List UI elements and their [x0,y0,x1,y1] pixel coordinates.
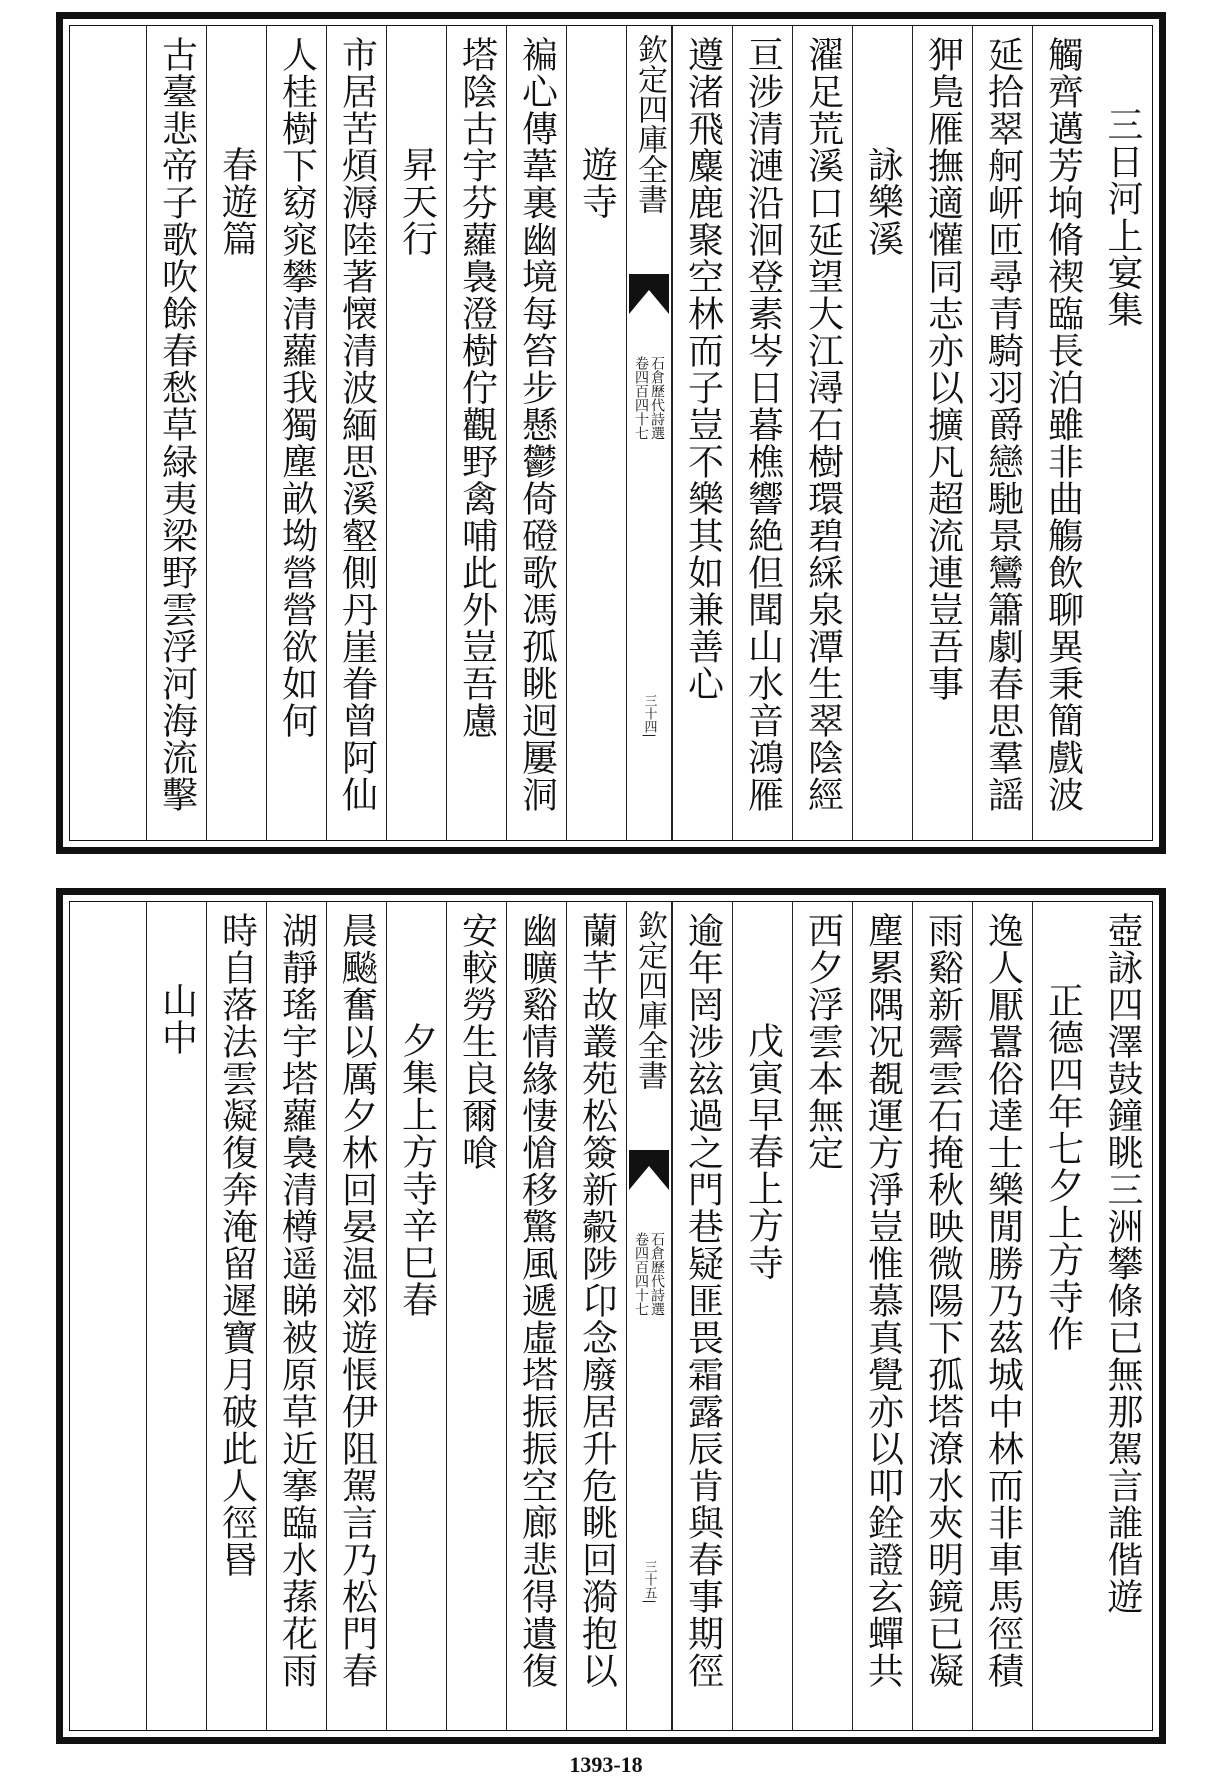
column-text: 山中 [156,982,198,1056]
column-text: 濯足荒溪口延望大江潯石樹環碧綵泉潭生翠陰經 [802,36,844,813]
series-title: 欽定四庫全書 [632,34,667,214]
text-column [792,902,852,1730]
column-text: 逸人厭囂俗達士樂閒勝乃茲城中林而非車馬徑積 [982,912,1024,1689]
text-column [792,26,852,840]
column-text: 詠樂溪 [862,146,904,257]
text-column [146,902,206,1730]
column-text: 市居苦煩溽陸著懐清波緬思溪壑側丹崖眷曾阿仙 [336,36,378,813]
text-column [852,902,912,1730]
text-column [1092,26,1152,840]
text-column [326,902,386,1730]
column-text: 蘭芊故叢苑松簽新㲉陟卬念廢居升危眺回漪抱以 [576,912,618,1689]
column-text: 逾年罔涉玆過之門巷疑匪畏霜露辰肯與春事期徑 [682,912,724,1689]
column-text: 春遊篇 [216,146,258,257]
column-text: 正德四年七夕上方寺作 [1042,982,1084,1352]
top-page-text-area [69,25,1153,841]
column-text: 狎鳬雁撫適懽同志亦以擴凡超流連豈吾事 [922,36,964,702]
bottom-page-text-area [69,901,1153,1731]
column-text: 晨飈奮以厲夕林回晏温郊遊悵伊阻駕言乃松門春 [336,912,378,1689]
sub-title-line: 卷四百四十七 [633,1232,649,1316]
text-column [912,902,972,1730]
text-column [672,902,732,1730]
column-text: 三日河上宴集 [1102,106,1143,328]
text-column [1032,26,1092,840]
fishtail-mark [629,274,669,314]
text-column [566,902,626,1730]
sub-title-line: 卷四百四十七 [633,356,649,440]
text-column [326,26,386,840]
column-text: 昇天行 [396,146,438,257]
text-column [1032,902,1092,1730]
column-text: 褊心傳葦裏幽境每笞步懸鬱倚磴歌馮孤眺迥屢洞 [516,36,558,813]
column-text: 古臺悲帝子歌吹餘春愁草緑夷梁野雲浮河海流擊 [156,36,198,813]
column-text: 延拾翠舸岍匝尋青騎羽爵戀馳景鸞簫劇春思羣謡 [982,36,1024,813]
text-column [206,902,266,1730]
page-number: 1393-18 [569,1752,643,1777]
text-column [566,26,626,840]
text-column [1092,902,1152,1730]
leaf-number: 三十四 [643,694,656,736]
text-column [386,26,446,840]
column-text: 亘涉清漣沿洄登素岑日暮樵響絶但聞山水音鴻雁 [742,36,784,813]
text-column [146,26,206,840]
text-column [266,902,326,1730]
text-column [506,26,566,840]
text-column [972,26,1032,840]
sub-title-line: 石倉歷代詩選 [649,356,665,440]
column-text: 塔陰古宇芬蘿裊澄樹佇觀野禽哺此外豈吾慮 [456,36,498,739]
leaf-number: 三十五 [643,1560,656,1602]
column-text: 時自落法雲凝復奔淹留遲寶月破此人徑昬 [216,912,258,1578]
text-column [506,902,566,1730]
bottom-page [56,888,1166,1744]
column-text: 壺詠四澤鼓鐘眺三洲攀條已無那駕言誰偕遊 [1102,912,1143,1615]
text-column [446,902,506,1730]
sub-title [634,1232,664,1316]
column-text: 雨谿新霽雲石掩秋映微陽下孤塔潦水夾明鏡已凝 [922,912,964,1689]
text-column [852,26,912,840]
text-column [732,26,792,840]
sub-title [634,356,664,440]
column-text: 觸齊邁芳垧脩禊臨長泊雖非曲觴飲聊異秉簡戲波 [1042,36,1084,813]
fishtail-mark [629,1150,669,1190]
column-text: 遊寺 [576,146,618,220]
column-text: 戊寅早春上方寺 [742,1022,784,1281]
text-column [972,902,1032,1730]
column-text: 幽曠谿情緣悽愴移驚風遞虛塔振振空廊悲得遺復 [516,912,558,1689]
text-column [672,26,732,840]
column-text: 塵累隅况覩運方淨豈惟慕真覺亦以叩銓證玄蟬共 [862,912,904,1689]
column-text: 夕集上方寺辛巳春 [396,1022,438,1318]
text-column [206,26,266,840]
column-text: 安較勞生良爾喰 [456,912,498,1171]
text-column [266,26,326,840]
column-text: 遵渚飛麋鹿聚空林而子豈不樂其如兼善心 [682,36,724,702]
center-gutter [626,902,672,1730]
text-column [912,26,972,840]
series-title: 欽定四庫全書 [632,910,667,1090]
text-column [732,902,792,1730]
column-text: 西夕浮雲本無定 [802,912,844,1171]
sub-title-line: 石倉歷代詩選 [649,1232,665,1316]
column-text: 人桂樹下窈窕攀清蘿我獨塵畝坳營營欲如何 [276,36,318,739]
text-column [446,26,506,840]
top-page [56,12,1166,854]
center-gutter [626,26,672,840]
text-column [386,902,446,1730]
column-text: 湖靜瑤宇塔蘿裊清樽遥睇被原草近搴臨水蓀花雨 [276,912,318,1689]
